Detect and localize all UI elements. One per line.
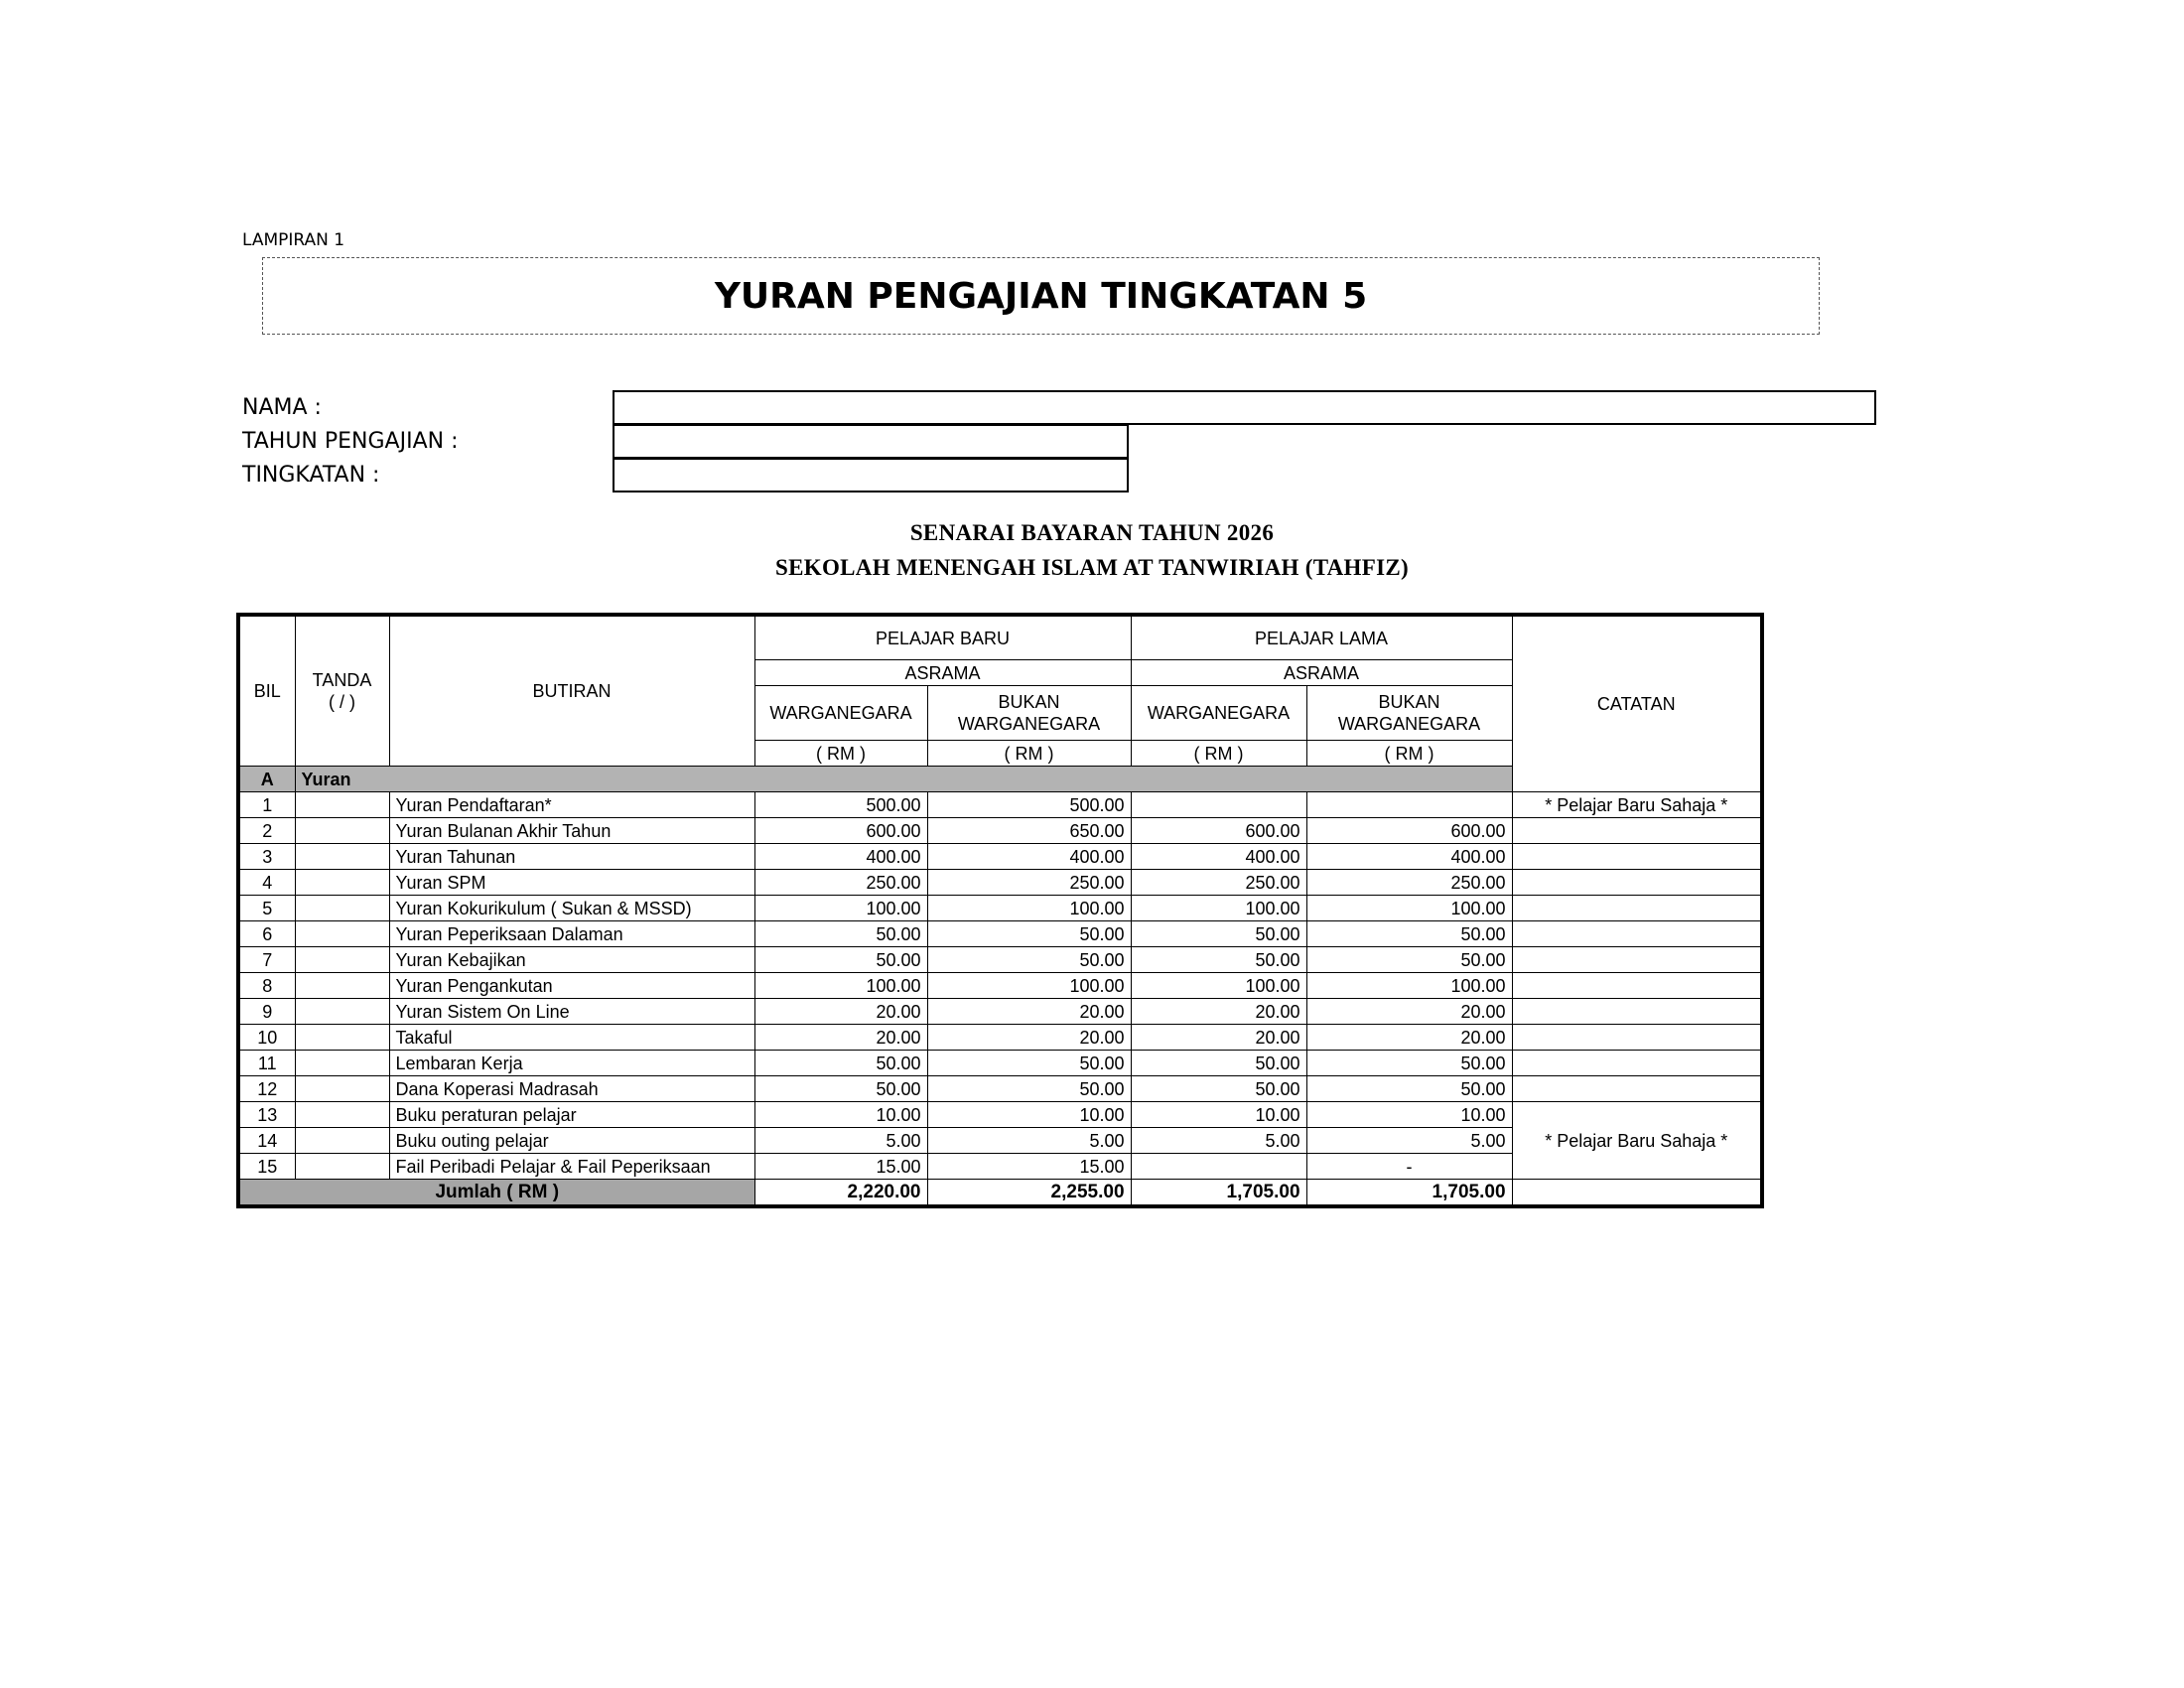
header-butiran: BUTIRAN [389,615,754,767]
section-code: A [238,767,295,792]
total-baru-bukan-warganegara: 2,255.00 [927,1180,1131,1207]
table-row [238,792,1762,818]
row-bil: 12 [238,1076,295,1102]
row-butiran: Takaful [389,1025,754,1051]
row-butiran: Yuran Bulanan Akhir Tahun [389,818,754,844]
header-rm: ( RM ) [1306,741,1512,767]
row-butiran: Yuran Kebajikan [389,947,754,973]
row-bil: 1 [238,792,295,818]
row-tanda-checkbox[interactable] [295,921,389,947]
row-baru-warganegara: 50.00 [754,1076,927,1102]
row-catatan: * Pelajar Baru Sahaja * [1512,1102,1762,1180]
row-tanda-checkbox[interactable] [295,1128,389,1154]
total-row [238,1180,1762,1207]
row-butiran: Dana Koperasi Madrasah [389,1076,754,1102]
row-lama-warganegara: 600.00 [1131,818,1306,844]
heading-line-2: SEKOLAH MENENGAH ISLAM AT TANWIRIAH (TAHFIZ) [775,555,1409,580]
table-row [238,973,1762,999]
row-butiran: Buku peraturan pelajar [389,1102,754,1128]
row-baru-warganegara: 600.00 [754,818,927,844]
table-row [238,921,1762,947]
tahun-pengajian-field[interactable] [613,424,1129,459]
row-lama-warganegara: 50.00 [1131,921,1306,947]
row-butiran: Yuran Kokurikulum ( Sukan & MSSD) [389,896,754,921]
row-baru-bukan-warganegara: 50.00 [927,1076,1131,1102]
row-lama-bukan-warganegara: 10.00 [1306,1102,1512,1128]
section-name: Yuran [295,767,1512,792]
row-catatan [1512,844,1762,870]
row-butiran: Lembaran Kerja [389,1051,754,1076]
row-lama-warganegara: 50.00 [1131,1051,1306,1076]
table-row [238,818,1762,844]
row-baru-bukan-warganegara: 400.00 [927,844,1131,870]
row-catatan [1512,870,1762,896]
row-lama-warganegara: 250.00 [1131,870,1306,896]
row-lama-bukan-warganegara: 50.00 [1306,947,1512,973]
row-tanda-checkbox[interactable] [295,1051,389,1076]
row-lama-bukan-warganegara: 20.00 [1306,1025,1512,1051]
row-tanda-checkbox[interactable] [295,947,389,973]
row-baru-warganegara: 15.00 [754,1154,927,1180]
row-lama-bukan-warganegara: 50.00 [1306,1076,1512,1102]
table-row [238,999,1762,1025]
row-catatan [1512,921,1762,947]
row-bil: 13 [238,1102,295,1128]
row-baru-bukan-warganegara: 15.00 [927,1154,1131,1180]
lampiran-label: LAMPIRAN 1 [242,230,345,250]
row-lama-bukan-warganegara: 600.00 [1306,818,1512,844]
fee-table [236,613,1764,1208]
row-butiran: Yuran SPM [389,870,754,896]
header-asrama-baru: ASRAMA [754,660,1131,686]
row-baru-bukan-warganegara: 250.00 [927,870,1131,896]
table-row [238,1051,1762,1076]
row-catatan [1512,973,1762,999]
row-lama-warganegara: 400.00 [1131,844,1306,870]
row-tanda-checkbox[interactable] [295,896,389,921]
row-bil: 4 [238,870,295,896]
row-baru-bukan-warganegara: 20.00 [927,1025,1131,1051]
row-tanda-checkbox[interactable] [295,1102,389,1128]
row-bil: 11 [238,1051,295,1076]
row-baru-warganegara: 50.00 [754,1051,927,1076]
row-baru-bukan-warganegara: 50.00 [927,947,1131,973]
nama-field[interactable] [613,390,1876,425]
row-baru-bukan-warganegara: 50.00 [927,921,1131,947]
row-butiran: Yuran Pendaftaran* [389,792,754,818]
row-bil: 3 [238,844,295,870]
total-lama-warganegara: 1,705.00 [1131,1180,1306,1207]
header-bukan-warganegara-baru: BUKAN WARGANEGARA [927,686,1131,741]
row-tanda-checkbox[interactable] [295,844,389,870]
nama-label: NAMA : [242,395,322,420]
row-lama-warganegara: 20.00 [1131,1025,1306,1051]
row-bil: 2 [238,818,295,844]
row-baru-bukan-warganegara: 50.00 [927,1051,1131,1076]
row-baru-bukan-warganegara: 10.00 [927,1102,1131,1128]
header-rm: ( RM ) [754,741,927,767]
table-row [238,1076,1762,1102]
row-catatan [1512,1025,1762,1051]
row-lama-bukan-warganegara: 50.00 [1306,921,1512,947]
table-row [238,1102,1762,1128]
row-lama-bukan-warganegara: - [1306,1154,1512,1180]
row-bil: 7 [238,947,295,973]
row-baru-warganegara: 20.00 [754,999,927,1025]
row-catatan [1512,1076,1762,1102]
table-row [238,870,1762,896]
tahun-pengajian-label: TAHUN PENGAJIAN : [242,429,459,454]
table-row [238,947,1762,973]
total-catatan [1512,1180,1762,1207]
row-catatan [1512,818,1762,844]
row-baru-bukan-warganegara: 100.00 [927,973,1131,999]
header-bukan-warganegara-lama: BUKAN WARGANEGARA [1306,686,1512,741]
header-asrama-lama: ASRAMA [1131,660,1512,686]
header-catatan: CATATAN [1512,615,1762,792]
row-lama-warganegara: 100.00 [1131,896,1306,921]
row-baru-bukan-warganegara: 5.00 [927,1128,1131,1154]
row-baru-bukan-warganegara: 20.00 [927,999,1131,1025]
row-bil: 9 [238,999,295,1025]
row-lama-warganegara: 20.00 [1131,999,1306,1025]
row-lama-bukan-warganegara: 20.00 [1306,999,1512,1025]
row-bil: 5 [238,896,295,921]
row-bil: 15 [238,1154,295,1180]
row-tanda-checkbox[interactable] [295,1076,389,1102]
row-lama-warganegara: 10.00 [1131,1102,1306,1128]
header-tanda: TANDA ( / ) [295,615,389,767]
row-baru-warganegara: 20.00 [754,1025,927,1051]
row-bil: 14 [238,1128,295,1154]
row-tanda-checkbox[interactable] [295,1025,389,1051]
row-lama-warganegara: 50.00 [1131,947,1306,973]
tingkatan-field[interactable] [613,458,1129,492]
row-lama-bukan-warganegara: 5.00 [1306,1128,1512,1154]
header-bil: BIL [238,615,295,767]
row-butiran: Yuran Sistem On Line [389,999,754,1025]
row-butiran: Yuran Pengankutan [389,973,754,999]
row-lama-warganegara: 5.00 [1131,1128,1306,1154]
total-baru-warganegara: 2,220.00 [754,1180,927,1207]
row-lama-warganegara: 50.00 [1131,1076,1306,1102]
row-baru-bukan-warganegara: 100.00 [927,896,1131,921]
table-row [238,1025,1762,1051]
header-rm: ( RM ) [1131,741,1306,767]
row-butiran: Yuran Tahunan [389,844,754,870]
row-catatan: * Pelajar Baru Sahaja * [1512,792,1762,818]
row-bil: 6 [238,921,295,947]
row-catatan [1512,947,1762,973]
page-title: YURAN PENGAJIAN TINGKATAN 5 [262,257,1820,335]
row-baru-warganegara: 250.00 [754,870,927,896]
row-lama-warganegara: 100.00 [1131,973,1306,999]
row-baru-warganegara: 400.00 [754,844,927,870]
total-lama-bukan-warganegara: 1,705.00 [1306,1180,1512,1207]
row-baru-bukan-warganegara: 650.00 [927,818,1131,844]
row-baru-warganegara: 50.00 [754,921,927,947]
row-bil: 10 [238,1025,295,1051]
row-lama-bukan-warganegara: 100.00 [1306,973,1512,999]
header-pelajar-baru: PELAJAR BARU [754,615,1131,660]
row-tanda-checkbox[interactable] [295,973,389,999]
header-warganegara-lama: WARGANEGARA [1131,686,1306,741]
row-catatan [1512,896,1762,921]
row-lama-bukan-warganegara [1306,792,1512,818]
header-pelajar-lama: PELAJAR LAMA [1131,615,1512,660]
row-tanda-checkbox[interactable] [295,818,389,844]
row-butiran: Yuran Peperiksaan Dalaman [389,921,754,947]
row-lama-bukan-warganegara: 250.00 [1306,870,1512,896]
row-lama-bukan-warganegara: 400.00 [1306,844,1512,870]
row-lama-bukan-warganegara: 50.00 [1306,1051,1512,1076]
heading-line-1: SENARAI BAYARAN TAHUN 2026 [909,520,1275,545]
row-tanda-checkbox[interactable] [295,792,389,818]
row-catatan [1512,1051,1762,1076]
row-lama-warganegara [1131,1154,1306,1180]
table-row [238,896,1762,921]
row-baru-warganegara: 5.00 [754,1128,927,1154]
header-rm: ( RM ) [927,741,1131,767]
row-catatan [1512,999,1762,1025]
row-butiran: Buku outing pelajar [389,1128,754,1154]
table-row [238,844,1762,870]
header-warganegara-baru: WARGANEGARA [754,686,927,741]
row-lama-bukan-warganegara: 100.00 [1306,896,1512,921]
total-label: Jumlah ( RM ) [238,1180,754,1207]
row-tanda-checkbox[interactable] [295,1154,389,1180]
row-baru-warganegara: 10.00 [754,1102,927,1128]
row-baru-warganegara: 500.00 [754,792,927,818]
row-baru-warganegara: 50.00 [754,947,927,973]
row-bil: 8 [238,973,295,999]
row-baru-warganegara: 100.00 [754,973,927,999]
row-butiran: Fail Peribadi Pelajar & Fail Peperiksaan [389,1154,754,1180]
row-tanda-checkbox[interactable] [295,999,389,1025]
row-baru-warganegara: 100.00 [754,896,927,921]
row-lama-warganegara [1131,792,1306,818]
row-tanda-checkbox[interactable] [295,870,389,896]
tingkatan-label: TINGKATAN : [242,463,380,488]
row-baru-bukan-warganegara: 500.00 [927,792,1131,818]
